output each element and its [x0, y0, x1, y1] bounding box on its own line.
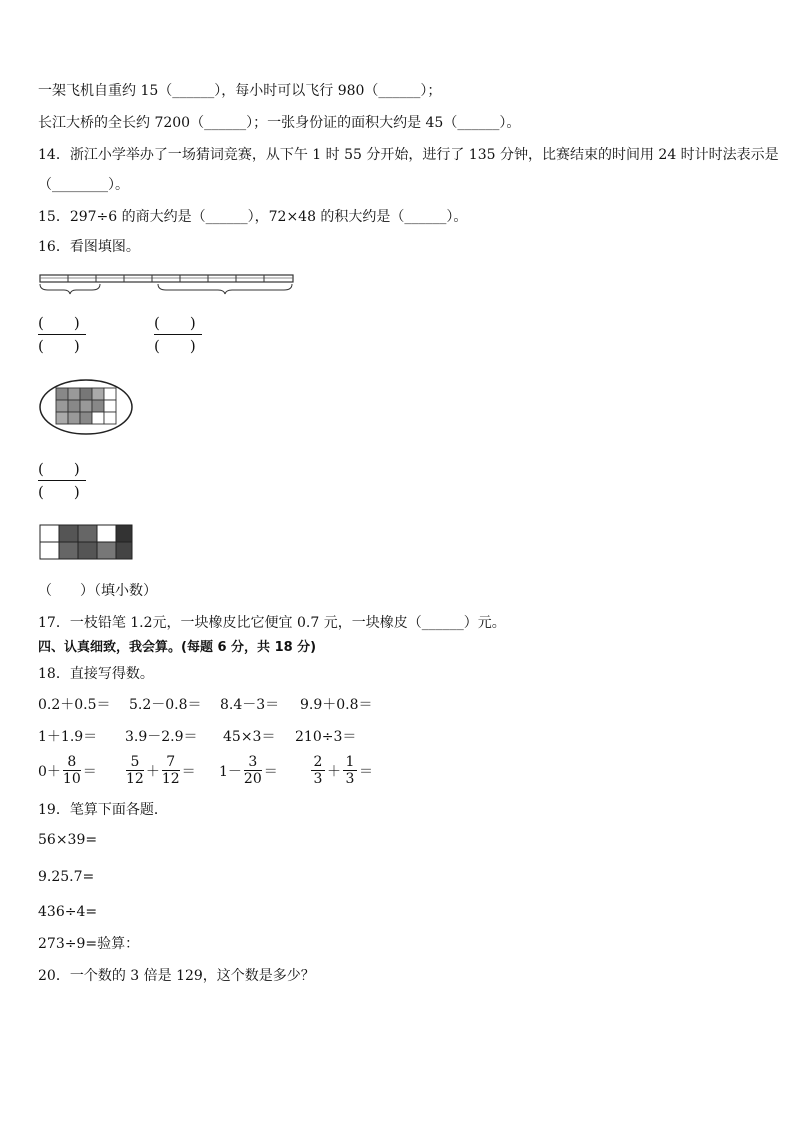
q13-line-a: 一架飞机自重约 15（______），每小时可以飞行 980（______）； [38, 83, 442, 99]
q18-frac-expr-2: 5 12 ＋ 7 12 ＝ [126, 754, 196, 787]
q15-line: 15．297÷6 的商大约是（______），72×48 的积大约是（______）。 [38, 209, 468, 225]
q19-item-d: 273÷9=验算： [38, 936, 140, 952]
fraction: 5 12 [126, 754, 144, 787]
right-brace [158, 284, 292, 294]
q16-title: 16．看图填图。 [38, 239, 140, 255]
q18-item: 45×3＝ [223, 729, 276, 745]
fraction: 1 3 [343, 754, 357, 787]
fraction: 2 3 [311, 754, 325, 787]
q18-frac-expr-4: 2 3 ＋ 1 3 ＝ [309, 754, 373, 787]
fraction-numerator[interactable]: ( ) [38, 460, 80, 478]
fraction: 8 10 [62, 754, 81, 787]
q13-line-b: 长江大桥的全长约 7200（______）；一张身份证的面积大约是 45（______）。 [38, 115, 521, 131]
ellipse-grid-figure [38, 378, 138, 436]
q18-item: 1＋1.9＝ [38, 729, 98, 745]
fraction-blank-2[interactable] [154, 313, 202, 356]
q14-line-b: （________）。 [38, 177, 129, 193]
q18-item: 0.2＋0.5＝ [38, 697, 111, 713]
q18-item: 210÷3＝ [295, 729, 357, 745]
q16-decimal-blank: （ ）（填小数） [38, 583, 157, 599]
q20-line: 20．一个数的 3 倍是 129，这个数是多少？ [38, 968, 315, 984]
q19-title: 19．笔算下面各题． [38, 802, 168, 818]
fraction-numerator[interactable]: ( ) [154, 314, 196, 332]
shaded-grid-figure [38, 522, 138, 562]
segment-bar-figure [38, 270, 298, 300]
fraction-numerator[interactable]: ( ) [38, 314, 80, 332]
fraction: 3 20 [243, 754, 262, 787]
q19-item-c: 436÷4= [38, 904, 98, 920]
q18-item: 8.4－3＝ [220, 697, 280, 713]
fraction-blank-3[interactable] [38, 459, 86, 502]
fraction-blank-1[interactable] [38, 313, 86, 356]
q19-item-a: 56×39= [38, 832, 98, 848]
q19-item-b: 9.25.7= [38, 869, 95, 885]
section-4-heading: 四、认真细致，我会算。(每题 6 分，共 18 分) [38, 640, 317, 655]
fraction-denominator[interactable]: ( ) [154, 337, 196, 355]
fraction-denominator[interactable]: ( ) [38, 483, 80, 501]
q18-item: 5.2－0.8＝ [129, 697, 202, 713]
q18-title: 18．直接写得数。 [38, 666, 154, 682]
q18-item: 9.9＋0.8＝ [300, 697, 373, 713]
fraction-denominator[interactable]: ( ) [38, 337, 80, 355]
q14-line-a: 14．浙江小学举办了一场猜词竞赛，从下午 1 时 55 分开始，进行了 135 分钟，比赛结束的时间用 24 时计时法表示是 [38, 147, 779, 163]
q18-frac-expr-1: 0＋ 8 10 ＝ [38, 754, 97, 787]
left-brace [40, 284, 100, 294]
q18-item: 3.9－2.9＝ [125, 729, 198, 745]
q17-line: 17．一枝铅笔 1.2元，一块橡皮比它便宜 0.7 元，一块橡皮（______）元。 [38, 615, 506, 631]
q18-frac-expr-3: 1－ 3 20 ＝ [219, 754, 278, 787]
fraction: 7 12 [161, 754, 180, 787]
